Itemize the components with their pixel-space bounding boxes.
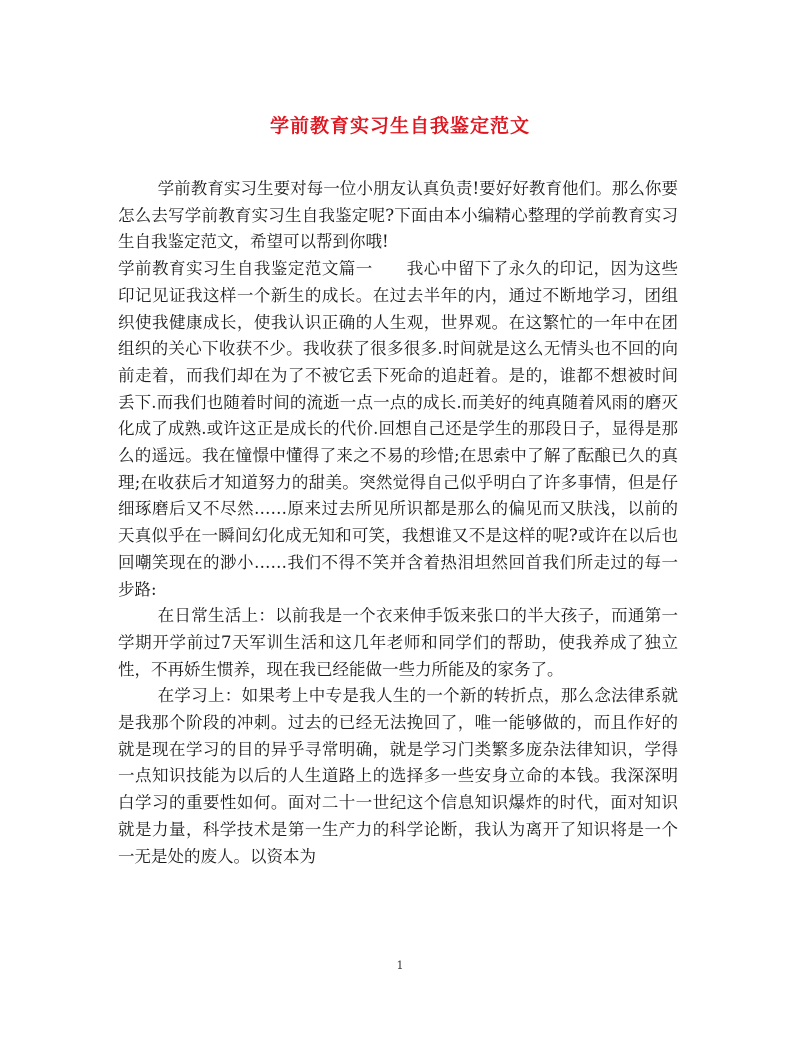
section-paragraph-1	[118, 256, 678, 603]
document-body	[118, 176, 678, 870]
section-heading-gap	[373, 259, 407, 278]
paragraph-1-text: 我心中留下了永久的印记，因为这些印记见证我这样一个新生的成长。在过去半年的内，通过不断地学习，团组织使我健康成长，使我认识正确的人生观，世界观。在这繁忙的一年中在团组织的关心下收获不少。我收获了很多很多.时间就是这么无情头也不回的向前走着，而我们却在为了不被它丢下死命的追赶着。是的，谁都不想被时间丢下.而我们也随着时间的流逝一点一点的成长.而美好的纯真随着风雨的磨灭化成了成熟.或许这正是成长的代价.回想自己还是学生的那段日子，显得是那么的遥远。我在憧憬中懂得了来之不易的珍惜;在思索中了解了酝酿已久的真理;在收获后才知道努力的甜美。突然觉得自己似乎明白了许多事情，但是仔细琢磨后又不尽然……原来过去所见所识都是那么的偏见而又肤浅，以前的天真似乎在一瞬间幻化成无知和可笑，我想谁又不是这样的呢?或许在以后也回嘲笑现在的渺小……我们不得不笑并含着热泪坦然回首我们所走过的每一步路:	[118, 259, 678, 599]
document-title: 学前教育实习生自我鉴定范文	[269, 115, 530, 137]
paragraph-study: 在学习上：如果考上中专是我人生的一个新的转折点，那么念法律系就是我那个阶段的冲刺。过去的已经无法挽回了，唯一能够做的，而且作好的就是现在学习的目的异乎寻常明确，就是学习门类繁多庞杂法律知识，学得一点知识技能为以后的人生道路上的选择多一些安身立命的本钱。我深深明白学习的重要性如何。面对二十一世纪这个信息知识爆炸的时代，面对知识就是力量，科学技术是第一生产力的科学论断，我认为离开了知识将是一个一无是处的废人。以资本为	[118, 686, 678, 866]
paragraph-daily-life: 在日常生活上：以前我是一个衣来伸手饭来张口的半大孩子，而通第一学期开学前过7天军训生活和这几年老师和同学们的帮助，使我养成了独立性，不再娇生惯养，现在我已经能做一些力所能及的家务了。	[118, 606, 678, 679]
intro-paragraph: 学前教育实习生要对每一位小朋友认真负责!要好好教育他们。那么你要怎么去写学前教育实习生自我鉴定呢?下面由本小编精心整理的学前教育实习生自我鉴定范文，希望可以帮到你哦!	[118, 179, 678, 252]
section-heading: 学前教育实习生自我鉴定范文篇一	[118, 259, 373, 279]
page-number: 1	[396, 959, 404, 972]
